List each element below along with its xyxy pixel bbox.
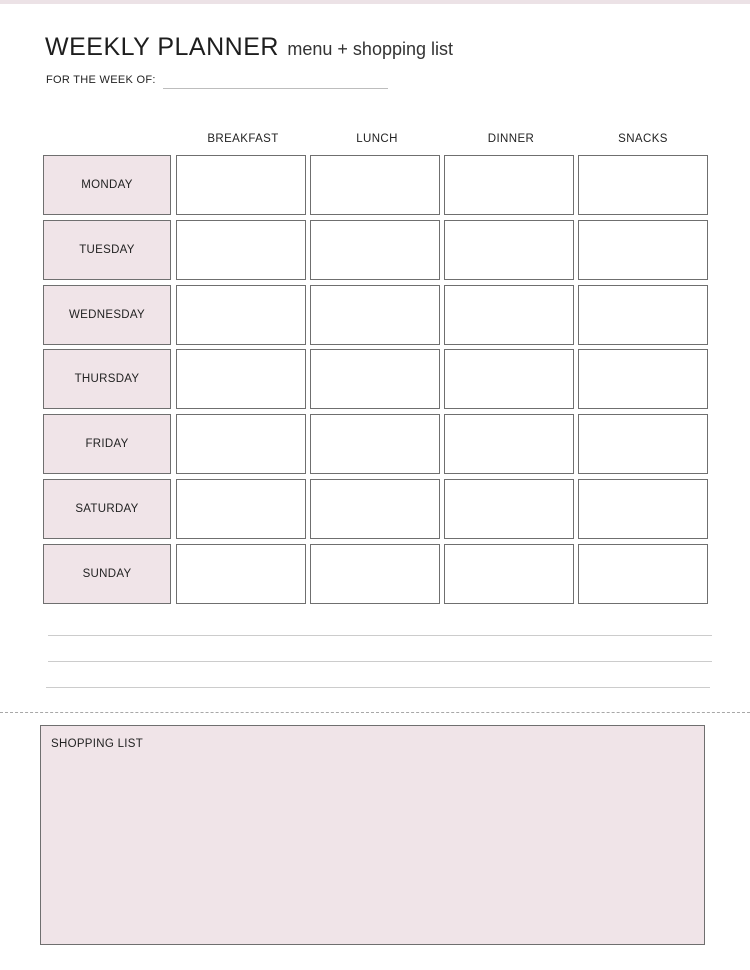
meal-cell-saturday-dinner[interactable] [444,479,574,539]
column-header-snacks: SNACKS [618,133,668,145]
meal-cell-wednesday-breakfast[interactable] [176,285,306,345]
meal-cell-thursday-breakfast[interactable] [176,349,306,409]
meal-cell-saturday-lunch[interactable] [310,479,440,539]
meal-cell-tuesday-breakfast[interactable] [176,220,306,280]
day-label-saturday: SATURDAY [43,479,171,539]
shopping-list-box[interactable] [40,725,705,945]
column-header-dinner: DINNER [487,133,535,145]
day-label-wednesday: WEDNESDAY [43,285,171,345]
title-subtitle: menu + shopping list [287,39,453,59]
meal-cell-sunday-lunch[interactable] [310,544,440,604]
meal-cell-monday-snacks[interactable] [578,155,708,215]
shopping-list-label: SHOPPING LIST [51,738,144,750]
meal-cell-sunday-dinner[interactable] [444,544,574,604]
meal-cell-friday-snacks[interactable] [578,414,708,474]
title-main: WEEKLY PLANNER [45,33,279,61]
week-of-field[interactable] [163,88,388,89]
meal-cell-tuesday-dinner[interactable] [444,220,574,280]
meal-cell-tuesday-snacks[interactable] [578,220,708,280]
page-title [45,33,453,62]
meal-cell-friday-lunch[interactable] [310,414,440,474]
meal-cell-tuesday-lunch[interactable] [310,220,440,280]
cut-line-divider [0,712,750,713]
day-label-monday: MONDAY [43,155,171,215]
meal-cell-monday-dinner[interactable] [444,155,574,215]
top-accent-bar [0,0,750,4]
day-label-sunday: SUNDAY [43,544,171,604]
note-line[interactable] [48,661,712,662]
meal-cell-friday-dinner[interactable] [444,414,574,474]
meal-cell-thursday-lunch[interactable] [310,349,440,409]
meal-cell-monday-breakfast[interactable] [176,155,306,215]
meal-cell-thursday-snacks[interactable] [578,349,708,409]
meal-cell-saturday-breakfast[interactable] [176,479,306,539]
meal-cell-friday-breakfast[interactable] [176,414,306,474]
meal-cell-monday-lunch[interactable] [310,155,440,215]
meal-cell-saturday-snacks[interactable] [578,479,708,539]
week-of-label: FOR THE WEEK OF: [46,74,156,86]
meal-cell-wednesday-snacks[interactable] [578,285,708,345]
note-line[interactable] [48,635,712,636]
meal-cell-sunday-breakfast[interactable] [176,544,306,604]
day-label-thursday: THURSDAY [43,349,171,409]
note-line[interactable] [46,687,710,688]
meal-cell-wednesday-lunch[interactable] [310,285,440,345]
meal-cell-sunday-snacks[interactable] [578,544,708,604]
column-header-breakfast: BREAKFAST [207,133,279,145]
day-label-tuesday: TUESDAY [43,220,171,280]
meal-cell-wednesday-dinner[interactable] [444,285,574,345]
meal-cell-thursday-dinner[interactable] [444,349,574,409]
day-label-friday: FRIDAY [43,414,171,474]
column-header-lunch: LUNCH [356,133,398,145]
